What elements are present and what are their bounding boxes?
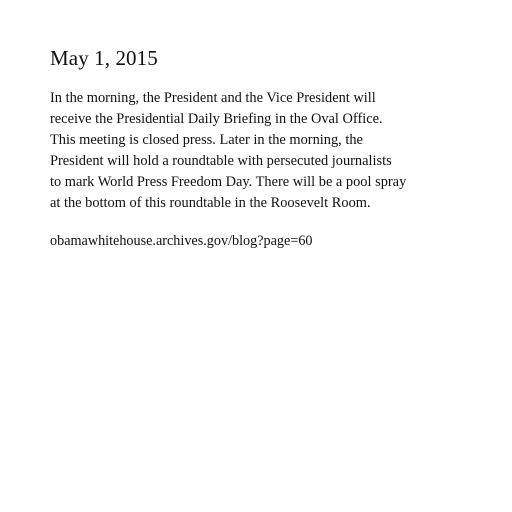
entry-body — [50, 88, 490, 214]
body-line-5: to mark World Press Freedom Day. There will be a pool spray — [50, 174, 407, 190]
body-line-2: receive the Presidential Daily Briefing in the Oval Office. — [50, 111, 383, 127]
body-line-4: President will hold a roundtable with persecuted journalists — [50, 153, 392, 169]
body-line-6: at the bottom of this roundtable in the Roosevelt Room. — [50, 195, 371, 211]
body-line-1: In the morning, the President and the Vice President will — [50, 90, 376, 106]
entry-date: May 1, 2015 — [50, 46, 158, 70]
source-url: obamawhitehouse.archives.gov/blog?page=60 — [50, 233, 313, 249]
body-line-3: This meeting is closed press. Later in the morning, the — [50, 132, 363, 148]
